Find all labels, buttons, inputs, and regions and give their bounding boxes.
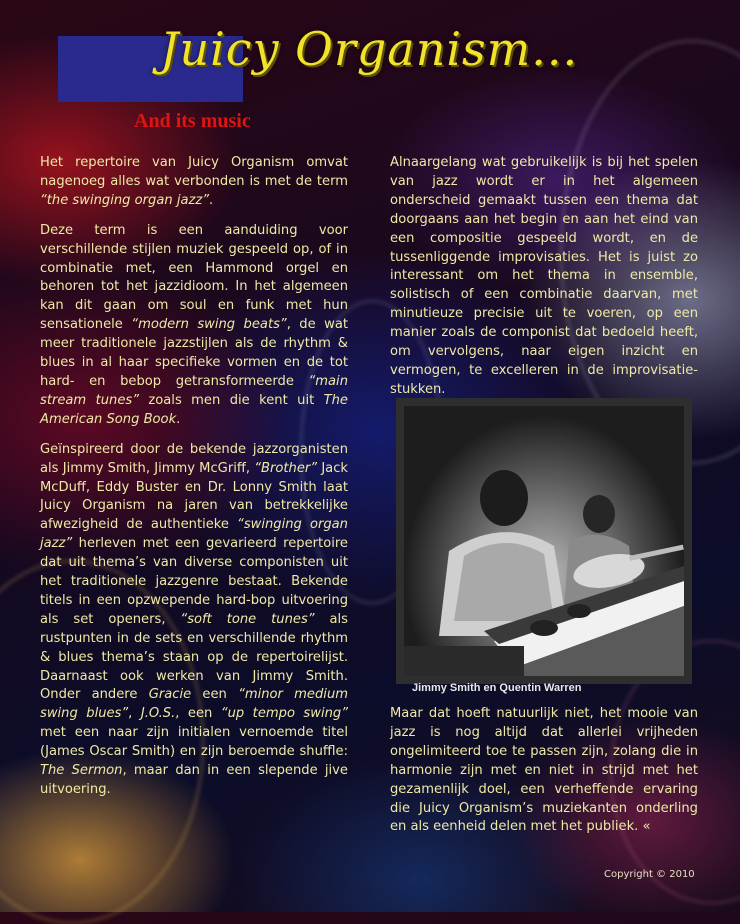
right-text-column <box>390 154 698 411</box>
left-text-column <box>40 154 348 811</box>
right-text-column-lower <box>390 705 698 848</box>
copyright-notice: Copyright © 2010 <box>604 869 695 880</box>
photo-caption: Jimmy Smith en Quentin Warren <box>412 682 582 694</box>
paragraph: Alnaargelang wat gebruikelijk is bij het spelen van jazz wordt er in het algemeen onderscheid gemaakt tussen een thema dat doorgaans aan het begin en aan het eind van een compositie gespeeld wordt, en de tussenliggende improvisaties. Het is juist zo interessant om het thema in ensemble, solistisch of een combinatie daarvan, met minutieuze precisie uit te voeren, op een manier zoals de componist dat bedoeld heeft, om vervolgens, naar eigen inzicht en vermogen, te excelleren in de improvisatie-stukken. <box>390 155 698 397</box>
page-title: Juicy Organism... <box>160 22 579 76</box>
paragraph: Deze term is een aanduiding voor verschillende stijlen muziek gespeeld op, of in combinatie met, een Hammond orgel en behoren tot het jazzidioom. In het algemeen kan dit gaan om soul en funk met hun sensationele “modern swing beats”, de wat meer traditionele jazzstijlen als de rhythm & blues in al haar specifieke vormen en de tot hard- en bebop getransformeerde “main stream tunes” zoals men die kent uit The American Song Book. <box>40 222 348 427</box>
paragraph: Het repertoire van Juicy Organism omvat nagenoeg alles wat verbonden is met de term “the swinging organ jazz”. <box>40 155 348 208</box>
photo-illustration <box>404 406 684 676</box>
photo-frame <box>396 398 692 684</box>
paragraph: Maar dat hoeft natuurlijk niet, het mooie van jazz is nog altijd dat allerlei vrijheden ongelimiteerd toe te passen zijn, zolang die in harmonie zijn met en niet in strijd met het gezamenlijk doel, een verheffende ervaring die Juicy Organism’s muziekanten onderling en als eenheid delen met het publiek. « <box>390 706 698 835</box>
page-subtitle: And its music <box>134 110 251 132</box>
jazz-musicians-photo <box>404 406 684 676</box>
paragraph: Geïnspireerd door de bekende jazzorganisten als Jimmy Smith, Jimmy McGriff, “Brother” Jack McDuff, Eddy Buster en Dr. Lonny Smith laat Juicy Organism na jaren van betrekkelijke afwezigheid de authentieke “swinging organ jazz” herleven met een gevarieerd repertoire dat uit thema’s van diverse componisten uit het traditionele jazzgenre bestaat. Bekende titels in een opzwepende hard-bop uitvoering als set openers, “soft tone tunes” als rustpunten in de sets en verschillende rhythm & blues thema’s staan op de repertoirelijst. Daarnaast ook werken van Jimmy Smith. Onder andere Gracie een “minor medium swing blues”, J.O.S., een “up tempo swing” met een naar zijn initialen vernoemde titel (James Oscar Smith) en zijn beroemde shuffle: The Sermon, maar dan in een slepende jive uitvoering. <box>40 441 348 797</box>
